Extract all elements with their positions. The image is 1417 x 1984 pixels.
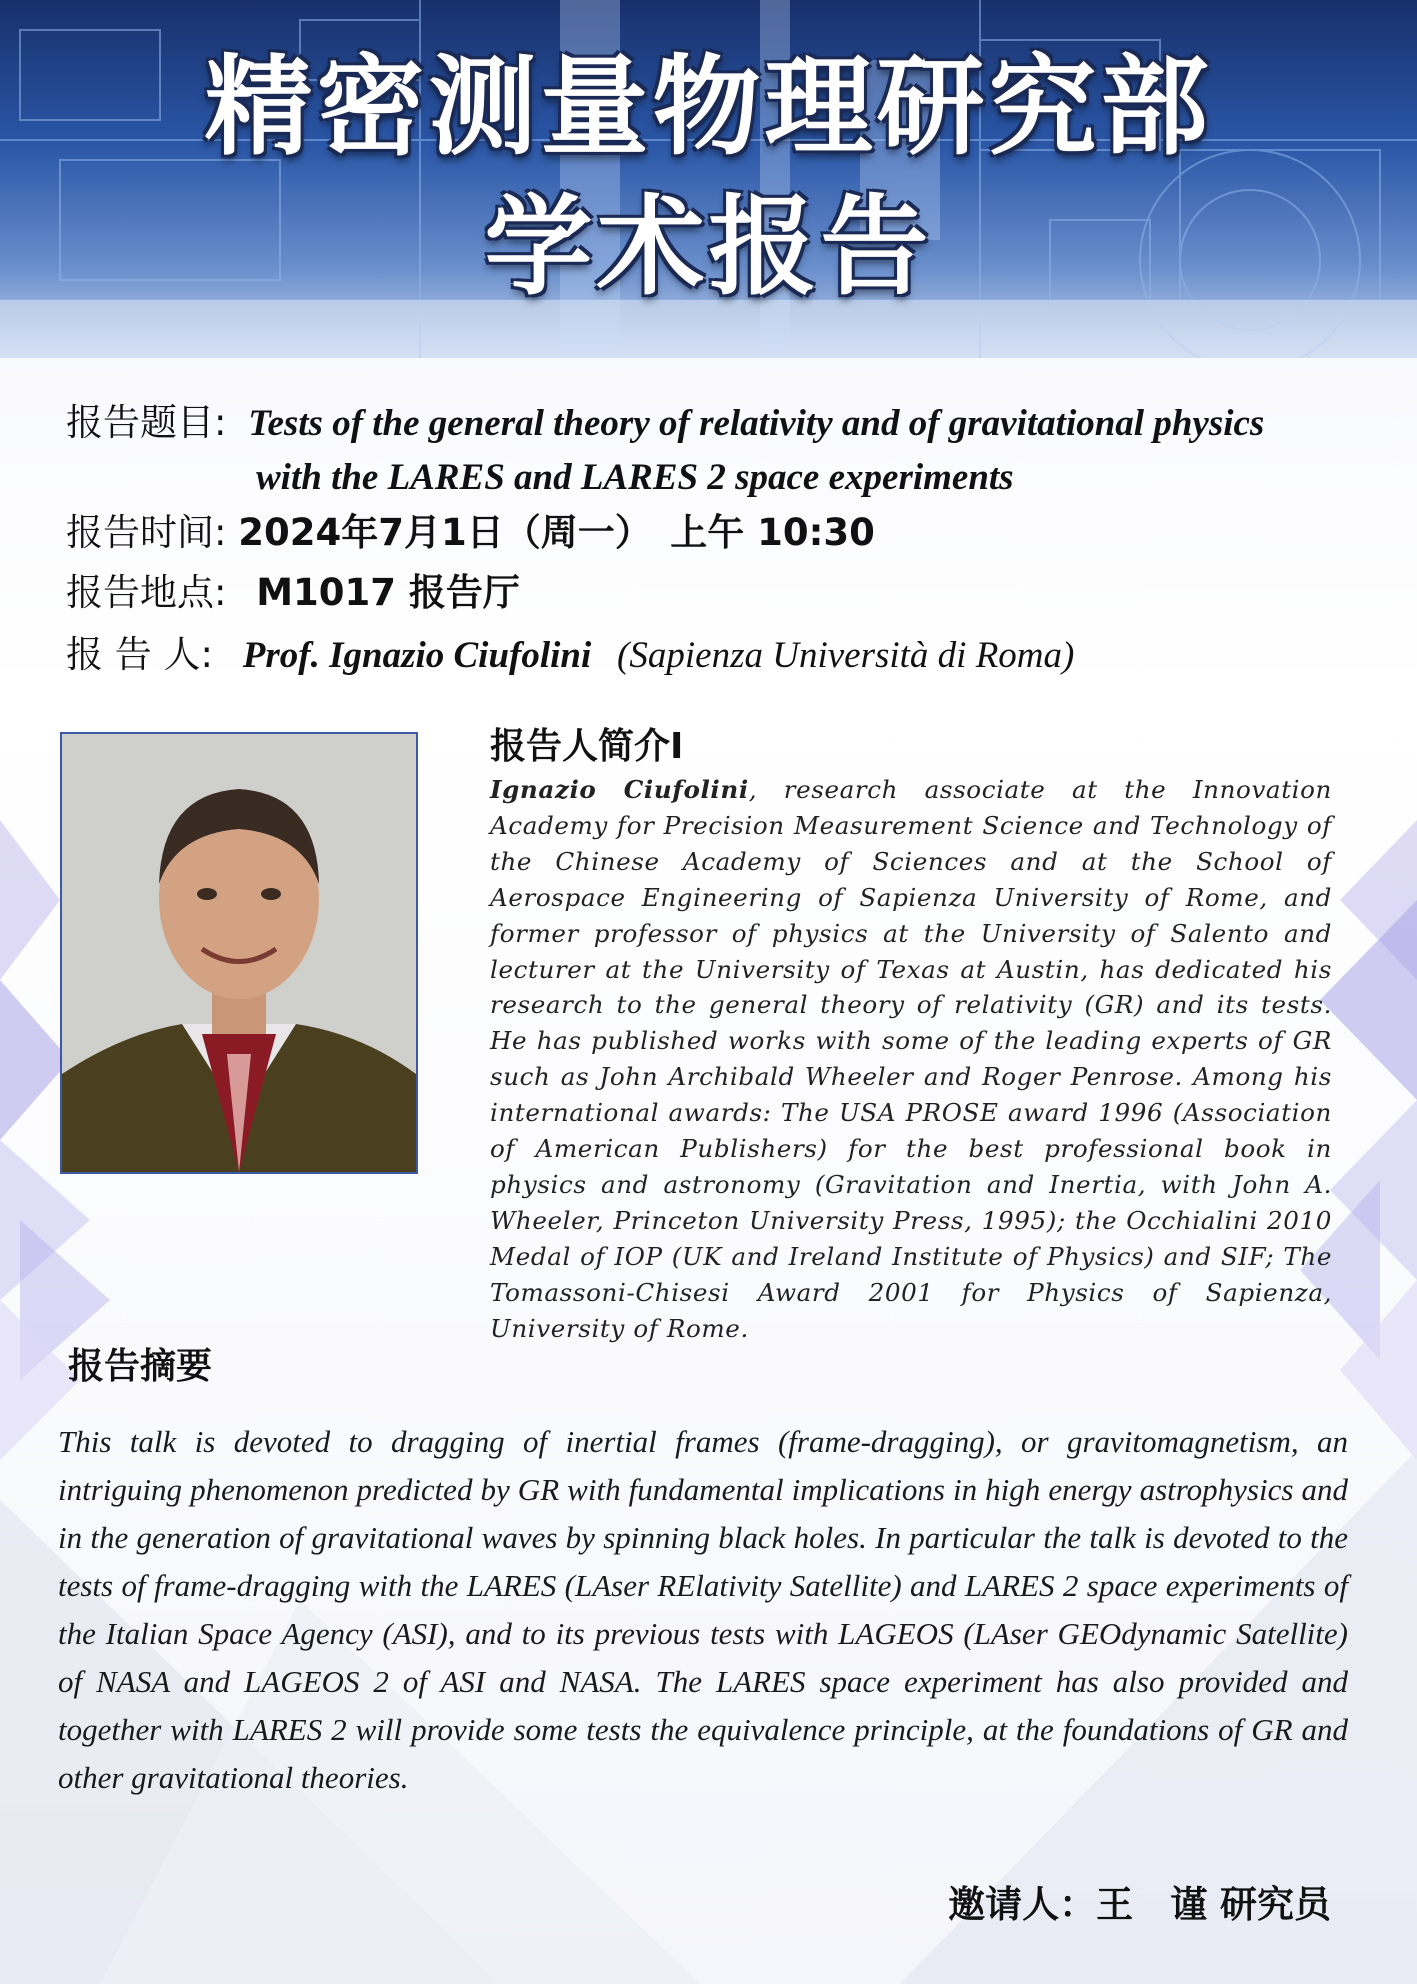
time-value: 2024年7月1日（周一） 上午 10:30: [238, 511, 875, 554]
header-banner: [0, 0, 1417, 358]
abstract-heading: 报告摘要: [68, 1346, 213, 1387]
abstract-text: This talk is devoted to dragging of inertial frames (frame-dragging), or gravitomagnetism, an intriguing phenomenon predicted by GR with fundamental implications in high energy astrophysics and in the generation of gravitational waves by spinning black holes. In particular the talk is devoted to the tests of frame-dragging with the LARES (LAser RElativity Satellite) and LARES 2 space experiments of the Italian Space Agency (ASI), and to its previous tests with LAGEOS (LAser GEOdynamic Satellite) of NASA and LAGEOS 2 of ASI and NASA. The LARES space experiment has also provided and together with LARES 2 will provide some tests the equivalence principle, at the foundations of GR and other gravitational theories.: [58, 1424, 1348, 1795]
topic-line1: Tests of the general theory of relativity and of gravitational physics: [248, 403, 1265, 444]
bio-name: Ignazio Ciufolini: [490, 775, 749, 804]
bio-text: [490, 772, 1332, 1347]
time-row: [66, 508, 875, 558]
place-label: 报告地点:: [66, 571, 227, 614]
speaker-photo: [60, 732, 418, 1174]
bio-body: , research associate at the Innovation Academy for Precision Measurement Science and Technology of the Chinese Academy of Sciences and at the School of Aerospace Engineering of Sapienza University of Rome, and former professor of physics at the University of Salento and lecturer at the University of Texas at Austin, has dedicated his research to the general theory of relativity (GR) and its tests. He has published works with some of the leading experts of GR such as John Archibald Wheeler and Roger Penrose. Among his international awards: The USA PROSE award 1996 (Association of American Publishers) for the best professional book in physics and astronomy (Gravitation and Inertia, with John A. Wheeler, Princeton University Press, 1995); the Occhialini 2010 Medal of IOP (UK and Ireland Institute of Physics) and SIF; The Tomassoni-Chisesi Award 2001 for Physics of Sapienza, University of Rome.: [490, 775, 1332, 1343]
speaker-label: 报 告 人:: [66, 633, 213, 676]
time-label: 报告时间:: [66, 511, 227, 554]
topic-row-2: [256, 452, 1014, 503]
place-row: [66, 568, 520, 618]
speaker-name: Prof. Ignazio Ciufolini: [242, 635, 592, 676]
speaker-portrait-image: [62, 734, 416, 1172]
topic-label: 报告题目:: [66, 401, 227, 444]
place-value: M1017 报告厅: [256, 571, 520, 614]
banner-title-line1: 精密测量物理研究部: [204, 45, 1213, 170]
speaker-row: [66, 630, 1074, 681]
bio-heading: 报告人简介I: [490, 726, 684, 767]
topic-line2: with the LARES and LARES 2 space experiments: [256, 457, 1014, 498]
topic-row: [66, 398, 1264, 449]
speaker-affiliation: (Sapienza Università di Roma): [617, 635, 1075, 676]
banner-title-line2: 学术报告: [484, 185, 933, 310]
inviter-line: 邀请人：王 谨 研究员: [948, 1883, 1331, 1926]
